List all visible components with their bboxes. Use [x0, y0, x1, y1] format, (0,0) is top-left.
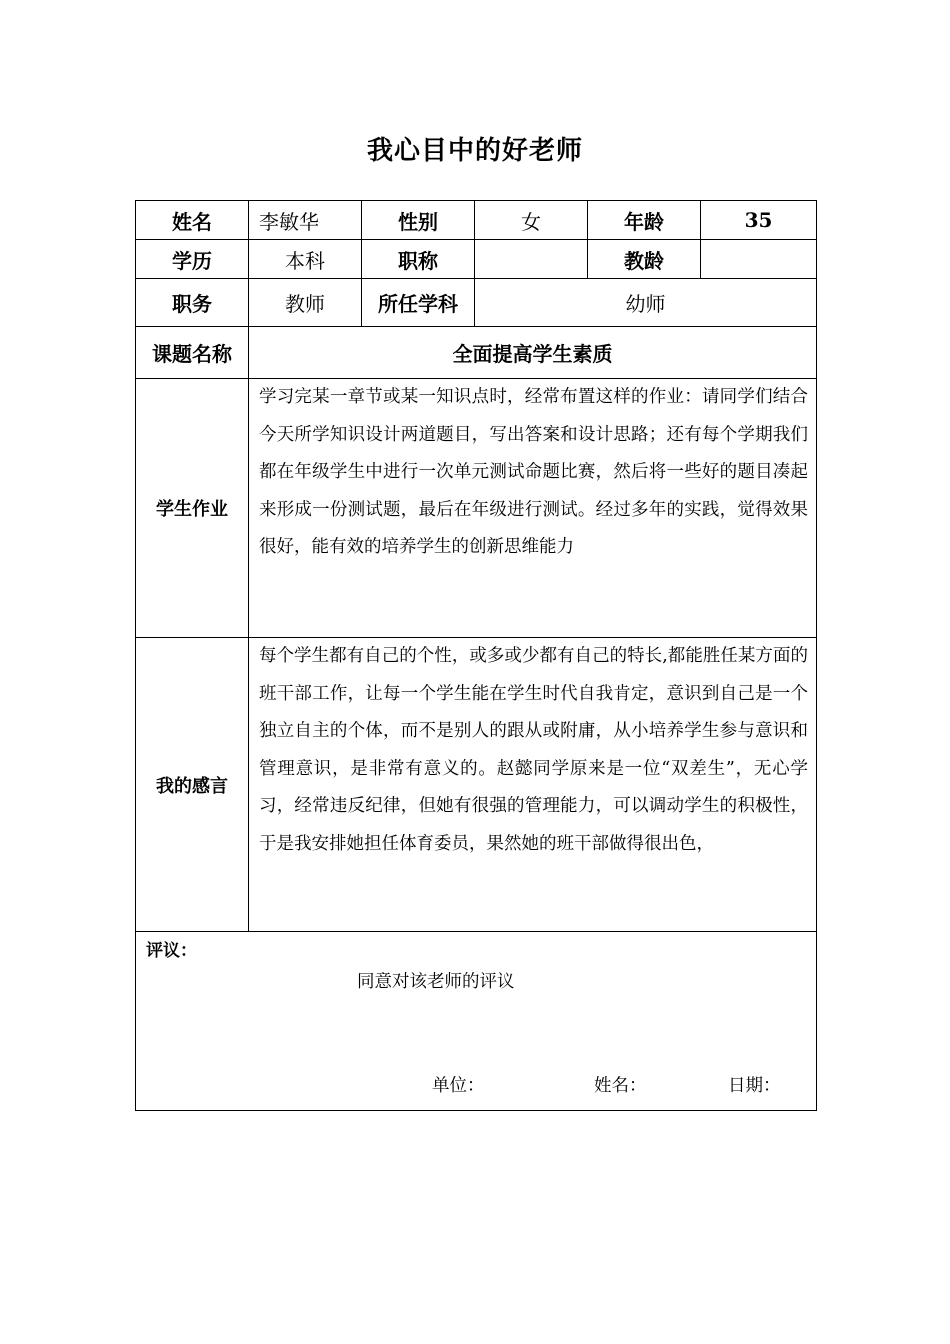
table-row — [136, 379, 817, 638]
homework-text-cell — [249, 379, 817, 638]
gender-value: 女 — [475, 201, 588, 240]
position-label: 职务 — [136, 279, 249, 327]
table-row — [136, 279, 817, 327]
table-row — [136, 201, 817, 240]
education-value: 本科 — [249, 240, 362, 279]
teacher-form-table — [135, 200, 817, 1111]
rank-value — [475, 240, 588, 279]
reflection-text: 每个学生都有自己的个性，或多或少都有自己的特长,都能胜任某方面的班干部工作，让每一个学生能在学生时代自我肯定，意识到自己是一个独立自主的个体，而不是别人的跟从或附庸，从小培养学生参与意识和管理意识，是非常有意义的。赵懿同学原来是一位“双差生”，无心学习，经常违反纪律，但她有很强的管理能力，可以调动学生的积极性，于是我安排她担任体育委员，果然她的班干部做得很出色， — [259, 646, 808, 854]
unit-label: 单位： — [432, 1076, 485, 1096]
topic-label: 课题名称 — [136, 327, 249, 379]
topic-value: 全面提高学生素质 — [249, 327, 817, 379]
date-label: 日期： — [728, 1076, 781, 1096]
comment-text: 同意对该老师的评议 — [357, 972, 515, 992]
homework-text: 学习完某一章节或某一知识点时，经常布置这样的作业：请同学们结合今天所学知识设计两道题目，写出答案和设计思路；还有每个学期我们都在年级学生中进行一次单元测试命题比赛，然后将一些好的题目凑起来形成一份测试题，最后在年级进行测试。经过多年的实践，觉得效果很好，能有效的培养学生的创新思维能力 — [259, 387, 808, 557]
table-row — [136, 638, 817, 932]
gender-label: 性别 — [362, 201, 475, 240]
name-label: 姓名 — [136, 201, 249, 240]
table-row — [136, 932, 817, 1111]
teaching-years-value — [701, 240, 817, 279]
rank-label: 职称 — [362, 240, 475, 279]
name-value: 李敏华 — [249, 201, 362, 240]
comment-cell — [136, 932, 817, 1111]
education-label: 学历 — [136, 240, 249, 279]
reflection-label: 我的感言 — [136, 638, 249, 932]
reflection-text-cell — [249, 638, 817, 932]
table-row — [136, 240, 817, 279]
age-label: 年龄 — [588, 201, 701, 240]
teaching-years-label: 教龄 — [588, 240, 701, 279]
table-row — [136, 327, 817, 379]
age-value: 35 — [701, 201, 817, 240]
signer-name-label: 姓名： — [594, 1076, 647, 1096]
comment-label: 评议： — [146, 941, 197, 961]
position-value: 教师 — [249, 279, 362, 327]
page-title: 我心目中的好老师 — [366, 136, 583, 166]
homework-label: 学生作业 — [136, 379, 249, 638]
subject-value: 幼师 — [475, 279, 817, 327]
subject-label: 所任学科 — [362, 279, 475, 327]
